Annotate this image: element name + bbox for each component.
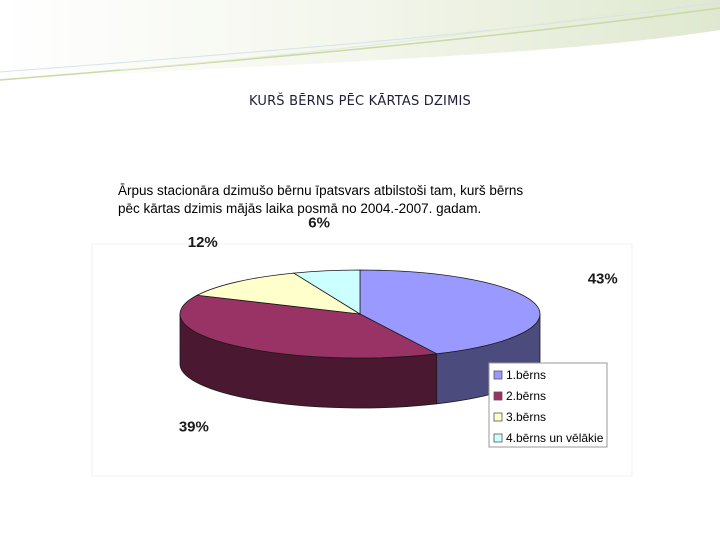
legend-swatch — [494, 392, 502, 400]
slice-value-label: 43% — [587, 270, 618, 288]
legend-entry: 2.bērns — [506, 389, 547, 403]
legend-entry: 3.bērns — [506, 410, 547, 424]
legend-swatch — [494, 371, 502, 379]
chart-legend — [489, 363, 607, 447]
slice-value-label: 12% — [187, 233, 218, 251]
chart-description-line-1: Ārpus stacionāra dzimušo bērnu īpatsvars atbilstoši tam, kurš bērns — [118, 183, 524, 198]
legend-entry: 1.bērns — [506, 368, 547, 382]
slide-title: KURŠ BĒRNS PĒC KĀRTAS DZIMIS — [248, 94, 471, 109]
legend-swatch — [494, 434, 502, 442]
slice-value-label: 6% — [308, 214, 330, 232]
slice-value-label: 39% — [178, 418, 209, 436]
legend-swatch — [494, 413, 502, 421]
chart-description-line-2: pēc kārtas dzimis mājās laika posmā no 2004.-2007. gadam. — [118, 201, 482, 216]
legend-entry: 4.bērns un vēlākie — [506, 431, 604, 445]
